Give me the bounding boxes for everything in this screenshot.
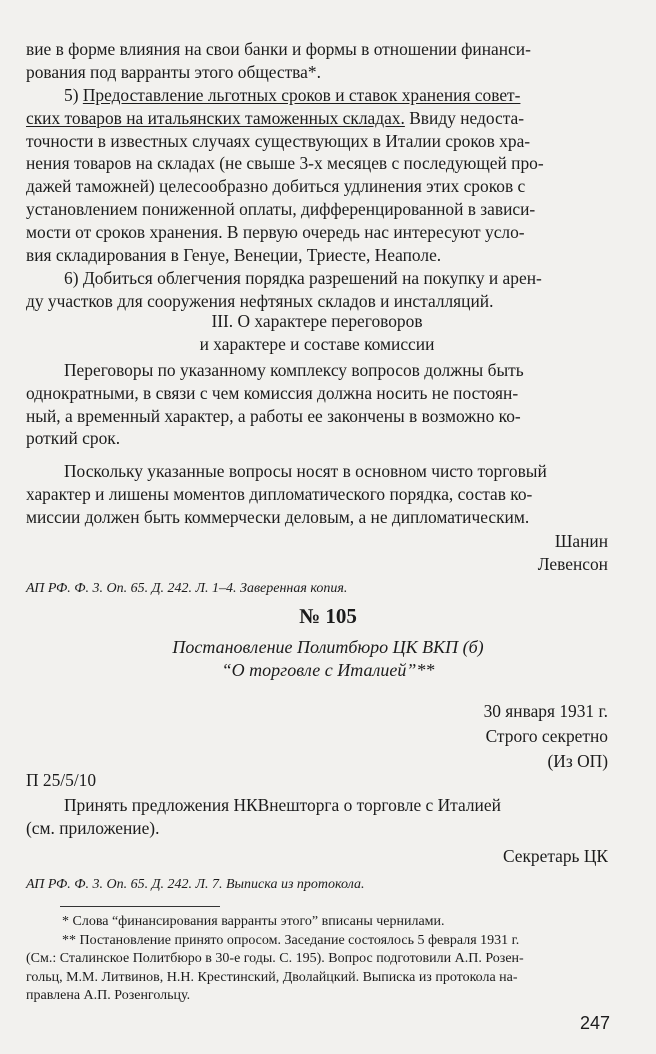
text-line: однократными, в связи с чем комиссия должна носить не постоян- [26, 382, 519, 403]
footnote-divider [60, 906, 220, 907]
signature: Шанин [554, 531, 608, 551]
continuation-paragraph [26, 38, 608, 84]
text-line: характер и лишены моментов дипломатического порядка, состав ко- [26, 483, 533, 504]
secretary-signature: Секретарь ЦК [502, 846, 608, 866]
text-line: нения товаров на складах (не свыше 3-х месяцев с последующей про- [26, 153, 544, 174]
text-line: вие в форме влияния на свои банки и формы в отношении финанси- [26, 39, 531, 59]
text-line: ный, а временный характер, а работы ее закончены в возможно ко- [26, 405, 521, 426]
negotiations-paragraph [26, 359, 608, 450]
item-5-second-line: ских товаров на итальянских таможенных складах. Ввиду недоста- [26, 107, 525, 128]
item-5-paragraph [26, 84, 608, 266]
footnote: ** Постановление принято опросом. Заседание состоялось 5 февраля 1931 г. [62, 932, 520, 948]
text-line: вия складирования в Генуе, Венеции, Триесте, Неаполе. [26, 244, 442, 265]
text-line: установлением пониженной оплаты, дифференцированной в зависи- [26, 198, 536, 219]
section-3-heading: III. О характере переговоров и характере и составе комиссии [199, 311, 435, 354]
footnote: * Слова “финансирования варранты этого” вписаны чернилами. [62, 914, 445, 929]
commission-paragraph [26, 460, 608, 528]
decision-paragraph [26, 794, 608, 840]
signatures-block [26, 530, 608, 576]
text-line: дажей таможней) целесообразно добиться удлинения этих сроков с [26, 176, 526, 197]
signature: Левенсон [537, 553, 608, 574]
document-number: № 105 [299, 604, 357, 628]
text-line: точности в известных случаях существующих в Италии сроков хра- [26, 130, 531, 151]
item-6-paragraph [26, 267, 608, 313]
text-line: ду участков для сооружения нефтяных складов и инсталляций. [26, 290, 494, 311]
page-number: 247 [579, 1013, 610, 1033]
text-line: 6) Добиться облегчения порядка разрешений на покупку и арен- [64, 268, 542, 288]
archive-source: АП РФ. Ф. 3. Оп. 65. Д. 242. Л. 7. Выписка из протокола. [26, 877, 365, 892]
protocol-reference: П 25/5/10 [26, 770, 97, 790]
footnote-line: (См.: Сталинское Политбюро в 30-е годы. С. 195). Вопрос подготовили А.П. Розен- [26, 951, 524, 966]
underlined-heading: ских товаров на итальянских таможенных складах. [26, 107, 405, 128]
text-line: миссии должен быть коммерчески деловым, а не дипломатическим. [26, 506, 530, 527]
text-line: Принять предложения НКВнешторга о торговле с Италией [64, 795, 501, 815]
classification-stamp: Строго секретно [485, 725, 608, 746]
archive-source: АП РФ. Ф. 3. Оп. 65. Д. 242. Л. 1–4. Заверенная копия. [26, 581, 348, 596]
document-date: 30 января 1931 г. [483, 701, 608, 721]
footnote-line: правлена А.П. Розенгольцу. [26, 988, 191, 1003]
text-line: Переговоры по указанному комплексу вопросов должны быть [64, 360, 524, 380]
item-5-first-line: 5) Предоставление льготных сроков и ставок хранения совет- [64, 85, 521, 105]
extract-note: (Из ОП) [547, 750, 608, 771]
underlined-heading: Предоставление льготных сроков и ставок хранения совет- [82, 85, 521, 105]
document-title: Постановление Политбюро ЦК ВКП (б) “О торговле с Италией”** [172, 637, 484, 680]
document-meta [26, 700, 608, 772]
text-line: рования под варранты этого общества*. [26, 61, 321, 82]
text-line: мости от сроков хранения. В первую очередь нас интересуют усло- [26, 221, 525, 242]
footnotes [26, 913, 608, 1006]
text-line: роткий срок. [26, 428, 121, 449]
text-line: Поскольку указанные вопросы носят в основном чисто торговый [64, 461, 547, 481]
text-line: (см. приложение). [26, 817, 160, 838]
footnote-line: гольц, М.М. Литвинов, Н.Н. Крестинский, Дволайцкий. Выписка из протокола на- [26, 969, 518, 985]
